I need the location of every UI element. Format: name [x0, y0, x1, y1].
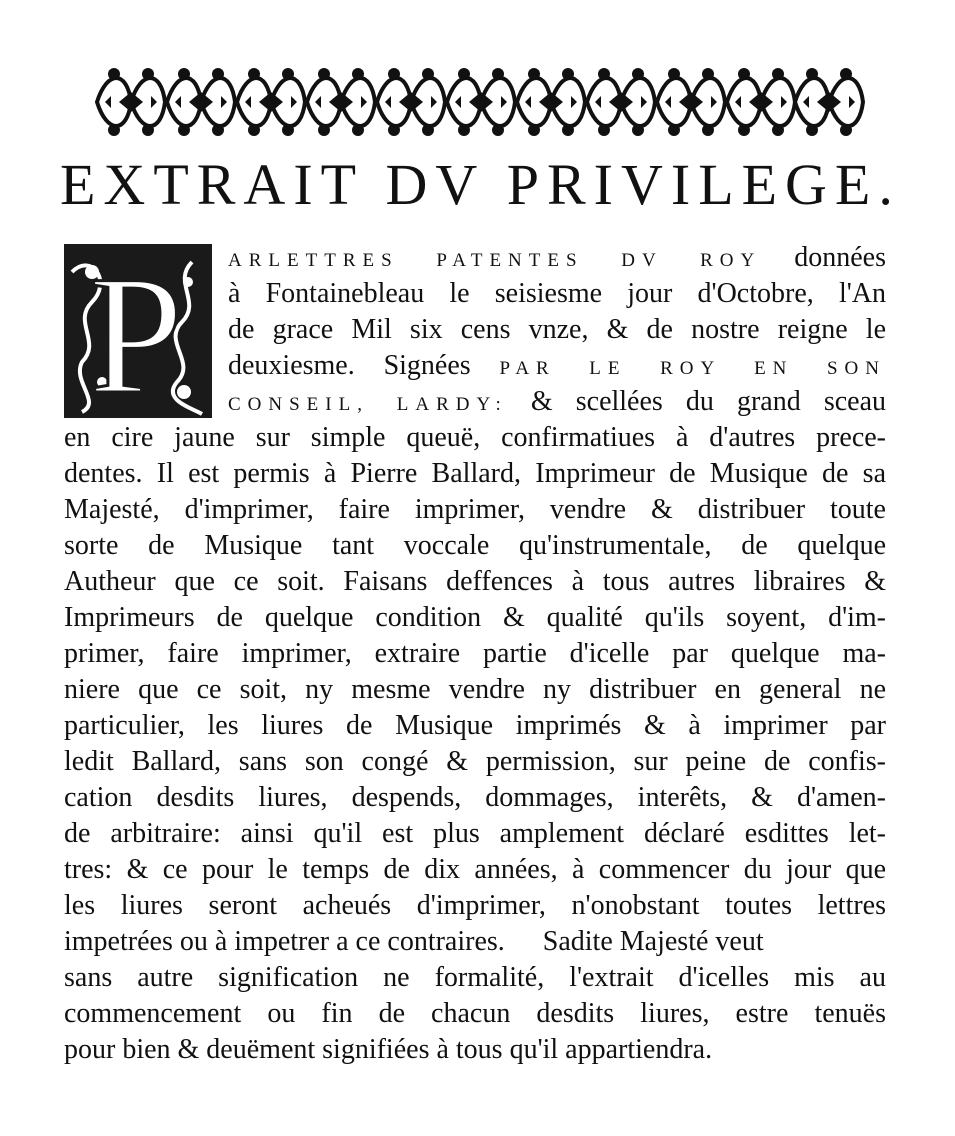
line-4-smallcaps: PAR LE ROY EN SON: [499, 358, 886, 379]
text-line-18: tres: & ce pour le temps de dix années, à commencer du jour que: [64, 854, 886, 885]
line-1-smallcaps: ARLETTRES PATENTES DV ROY: [228, 250, 762, 271]
line-5-text: & scellées du grand sceau: [507, 386, 886, 417]
text-line-20: [64, 926, 886, 958]
text-line-17: de arbitraire: ainsi qu'il est plus amplement déclaré esdittes let-: [64, 818, 886, 849]
text-line-3: de grace Mil six cens vnze, & de nostre reigne le: [228, 314, 886, 345]
text-line-8: Majesté, d'imprimer, faire imprimer, vendre & distribuer toute: [64, 494, 886, 525]
text-line-12: primer, faire imprimer, extraire partie d'icelle par quelque ma-: [64, 638, 886, 669]
line-5-smallcaps: CONSEIL, LARDY:: [228, 394, 508, 415]
text-line-23: pour bien & deuëment signifiées à tous qu'il appartiendra.: [64, 1034, 713, 1065]
text-line-16: cation desdits liures, despends, dommages, interêts, & d'amen-: [64, 782, 886, 813]
text-line-5: [228, 386, 886, 421]
text-line-2: à Fontainebleau le seisiesme jour d'Octobre, l'An: [228, 278, 886, 309]
ornamental-band-icon: [95, 62, 865, 142]
line-4-text: deuxiesme. Signées: [228, 350, 500, 381]
text-line-22: commencement ou fin de chacun desdits liures, estre tenuës: [64, 998, 886, 1029]
text-line-10: Autheur que ce soit. Faisans deffences à tous autres libraires &: [64, 566, 886, 597]
page-title: EXTRAIT DV PRIVILEGE.: [60, 152, 901, 217]
line-20-part-b: Sadite Majesté veut: [542, 926, 764, 957]
text-line-11: Imprimeurs de quelque condition & qualité qu'ils soyent, d'im-: [64, 602, 886, 633]
text-line-14: particulier, les liures de Musique imprimés & à imprimer par: [64, 710, 886, 741]
line-1-text: données: [761, 242, 886, 273]
text-line-1: [228, 242, 886, 277]
dropcap-letter: P: [88, 242, 184, 420]
text-line-7: dentes. Il est permis à Pierre Ballard, Imprimeur de Musique de sa: [64, 458, 886, 489]
ornate-initial-icon: [62, 242, 214, 420]
line-20-part-a: impetrées ou à impetrer a ce contraires.: [64, 926, 505, 957]
text-line-19: les liures seront acheués d'imprimer, n'onobstant toutes lettres: [64, 890, 886, 921]
text-line-21: sans autre signification ne formalité, l'extrait d'icelles mis au: [64, 962, 886, 993]
text-line-9: sorte de Musique tant voccale qu'instrumentale, de quelque: [64, 530, 886, 561]
text-line-13: niere que ce soit, ny mesme vendre ny distribuer en general ne: [64, 674, 886, 705]
text-line-15: ledit Ballard, sans son congé & permission, sur peine de confis-: [64, 746, 886, 777]
text-line-4: [228, 350, 886, 385]
text-line-6: en cire jaune sur simple queuë, confirmatiues à d'autres prece-: [64, 422, 886, 453]
